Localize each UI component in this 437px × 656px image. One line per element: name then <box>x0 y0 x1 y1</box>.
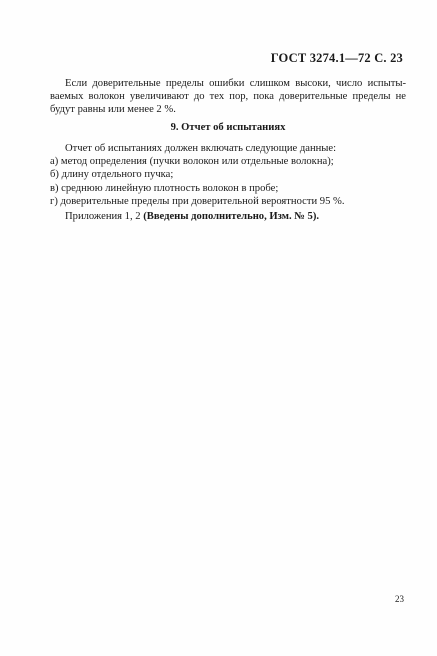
appendix-note <box>50 210 406 223</box>
paragraph-confidence-limits: Если доверительные пределы ошибки слишком высоки, число испыты-ваемых волокон увеличивают до тех пор, пока доверительные пределы не будут равны или менее 2 %. <box>50 78 406 116</box>
report-item-a: а) метод определения (пучки волокон или отдельные волокна); <box>50 156 334 168</box>
report-item-c: в) среднюю линейную плотность волокон в пробе; <box>50 182 279 194</box>
report-item-b: б) длину отдельного пучка; <box>50 169 174 181</box>
page-header: ГОСТ 3274.1—72 С. 23 <box>270 51 403 65</box>
appendix-prefix: Приложения 1, 2 <box>65 211 144 222</box>
amendment-note: (Введены дополнительно, Изм. № 5). <box>143 211 320 222</box>
report-item-d: г) доверительные пределы при доверительной вероятности 95 %. <box>50 195 345 207</box>
page-number: 23 <box>395 594 404 604</box>
section-title: 9. Отчет об испытаниях <box>170 122 286 133</box>
report-requirements <box>50 142 406 208</box>
report-intro: Отчет об испытаниях должен включать следующие данные: <box>65 143 337 154</box>
